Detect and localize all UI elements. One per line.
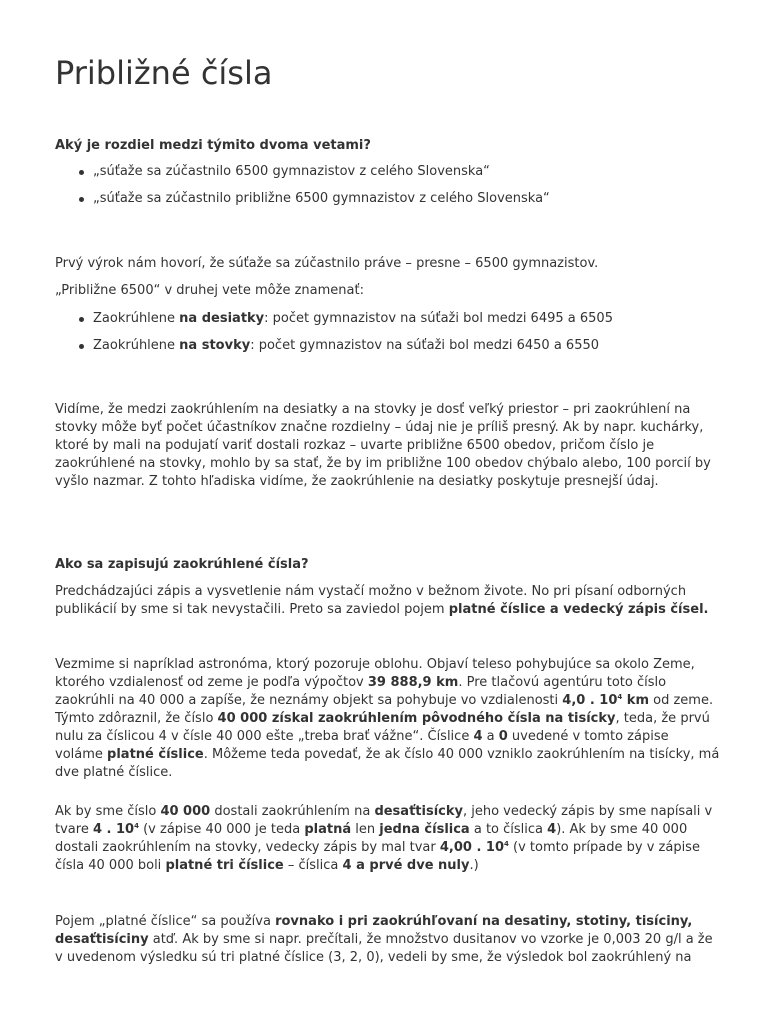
bullet-icon: [79, 170, 84, 175]
bullet-icon: [79, 344, 84, 349]
list-item: Zaokrúhlene na stovky: počet gymnazistov na súťaži bol medzi 6450 a 6550: [55, 337, 720, 364]
paragraph: Ak by sme číslo 40 000 dostali zaokrúhlením na desaťtisícky, jeho vedecký zápis by sme napísali v tvare 4 . $10^4$ (v zápise 40 000 je teda platná len jedna číslica a to číslica 4). Ak by sme 40 000 dostali zaokrúhlením na stovky, vedecky zápis by mal tvar 4,00 . $10^4$ (v tomto prípade by v zápise čísla 40 000 boli platné tri číslice – číslica 4 a prvé dve nuly.): [55, 804, 713, 873]
list-item: Zaokrúhlene na desiatky: počet gymnazistov na súťaži bol medzi 6495 a 6505: [55, 310, 720, 337]
page-title: Približné čísla: [55, 54, 273, 92]
question-heading-1: Aký je rozdiel medzi týmito dvoma vetami?: [55, 138, 371, 153]
list-item: „súťaže sa zúčastnilo 6500 gymnazistov z celého Slovenska“: [55, 163, 720, 190]
paragraph: Pojem „platné číslice“ sa používa rovnako i pri zaokrúhľovaní na desatiny, stotiny, tisíciny, desaťtisíciny atď. Ak by sme si napr. prečítali, že množstvo dusitanov vo vzorke je 0,003 20 g/l a že v uvedenom výsledku sú tri platné číslice (3, 2, 0), vedeli by sme, že výsledok bol zaokrúhlený na: [55, 914, 713, 965]
sentence-list: [55, 163, 720, 217]
paragraph: „Približne 6500“ v druhej vete môže znamenať:: [55, 283, 364, 298]
list-item: „súťaže sa zúčastnilo približne 6500 gymnazistov z celého Slovenska“: [55, 190, 720, 217]
paragraph: Vezmime si napríklad astronóma, ktorý pozoruje oblohu. Objaví teleso pohybujúce sa okolo Zeme, ktorého vzdialenosť od zeme je podľa výpočtov 39 888,9 km. Pre tlačovú agentúru toto číslo zaokrúhli na 40 000 a zapíše, že neznámy objekt sa pohybuje vo vzdialenosti 4,0 . $10^4$ km od zeme. Týmto zdôraznil, že číslo 40 000 získal zaokrúhlením pôvodného čísla na tisícky, teda, že prvú nulu za číslicou 4 v čísle 40 000 ešte „treba brať vážne“. Číslice 4 a 0 uvedené v tomto zápise voláme platné číslice. Môžeme teda povedať, že ak číslo 40 000 vzniklo zaokrúhlením na tisícky, má dve platné číslice.: [55, 657, 720, 780]
paragraph: Prvý výrok nám hovorí, že súťaže sa zúčastnilo práve – presne – 6500 gymnazistov.: [55, 256, 599, 271]
bullet-icon: [79, 317, 84, 322]
rounding-list: [55, 310, 720, 364]
bullet-icon: [79, 197, 84, 202]
paragraph: Vidíme, že medzi zaokrúhlením na desiatky a na stovky je dosť veľký priestor – pri zaokrúhlení na stovky môže byť počet účastníkov značne rozdielny – údaj nie je príliš presný. Ak by napr. kuchárky, ktoré by mali na podujatí variť dostali rozkaz – uvarte približne 6500 obedov, pričom číslo je zaokrúhlené na stovky, mohlo by sa stať, že by im približne 100 obedov chýbalo alebo, 100 porcií by vyšlo nazmar. Z tohto hľadiska vidíme, že zaokrúhlenie na desiatky poskytuje presnejší údaj.: [55, 402, 711, 489]
question-heading-2: Ako sa zapisujú zaokrúhlené čísla?: [55, 557, 309, 572]
paragraph: Predchádzajúci zápis a vysvetlenie nám vystačí možno v bežnom živote. No pri písaní odborných publikácií by sme si tak nevystačili. Preto sa zaviedol pojem platné číslice a vedecký zápis čísel.: [55, 584, 709, 617]
